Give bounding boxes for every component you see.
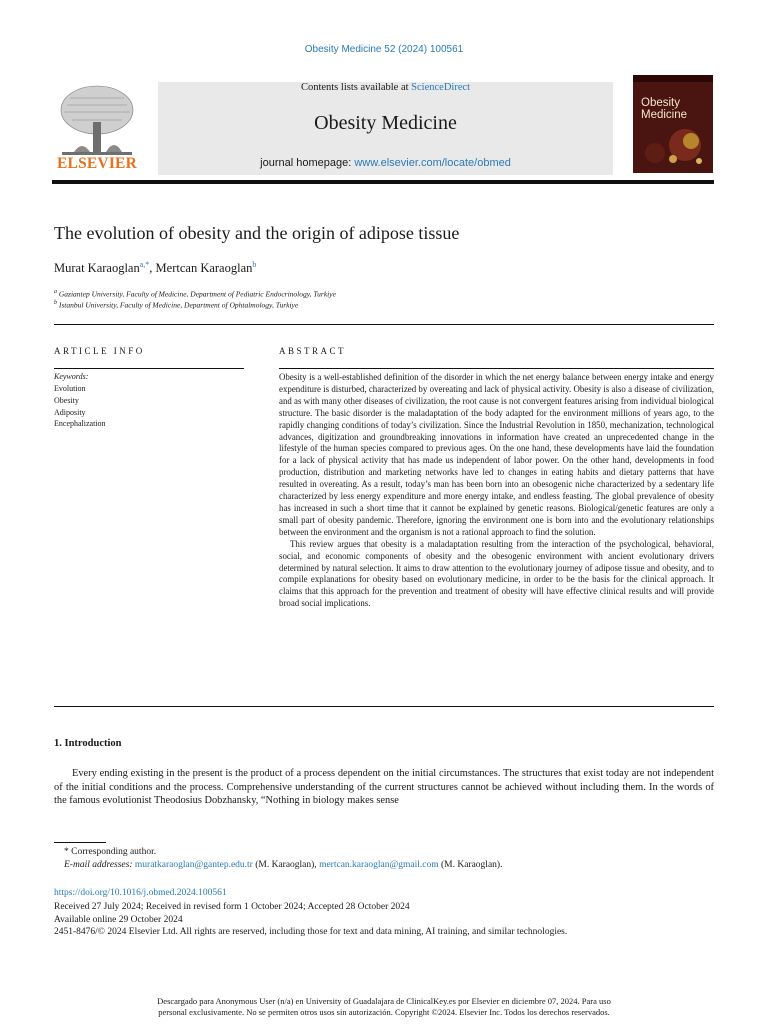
affiliation-mark: b xyxy=(54,300,57,306)
affiliation-marker[interactable]: a,* xyxy=(139,260,150,269)
cover-title-line1: Obesity xyxy=(641,97,680,109)
email-link[interactable]: mertcan.karaoglan@gmail.com xyxy=(319,860,439,870)
footnote-rule xyxy=(54,842,106,843)
cover-artwork xyxy=(633,123,713,173)
contents-line xyxy=(158,82,613,93)
email-link[interactable]: muratkaraoglan@gantep.edu.tr xyxy=(134,860,253,870)
affiliation-b xyxy=(54,300,298,310)
email-label: E-mail addresses: xyxy=(64,860,133,870)
cover-title xyxy=(641,97,687,121)
keyword: Encephalization xyxy=(54,419,106,429)
journal-reference-link[interactable]: Obesity Medicine 52 (2024) 100561 xyxy=(304,44,464,55)
affiliation-a xyxy=(54,289,336,299)
homepage-line xyxy=(158,157,613,169)
abstract-paragraph: Obesity is a well-established definition of the disorder in which the net energy balance between energy intake and energy expenditure is disturbed, characterized by overeating and lack of physical activity. Obesity is also a disease of civilization, and as with many other diseases of civilization, the root cause is not convergent features arising from individual biological structure. The basic disorder is the maladaptation of the body adapted for the environment millions of years ago, to the rapidly changing conditions of today’s civilization. Since the Industrial Revolution in 1850, mechanization, technological advances, digitization and groundbreaking innovations in information have created an unprecedented change in the lifestyle of the human species compared to previous ages. On the one hand, these developments have laid the foundation for a lack of physical activity that has made us independent of labor power. On the other hand, developments in food production, distribution and marketing networks have led to changes in eating habits and dietary patterns that have resulted in overeating. As a result, today’s man has been born into an obesogenic niche characterized by a sedentary life characterized by less energy expenditure and more energy intake, and endless feasting. The global prevalence of obesity has increased in such a short time that it cannot be explained by genetic reasons. Biological/genetic features are only a small part of obesity pandemic. Therefore, ignoring the environment one is born into and the evolutionary relationships between the environment and the organism is not a rational approach to find the solution. xyxy=(279,372,714,537)
article-info-heading: ARTICLE INFO xyxy=(54,346,145,356)
author-name: Murat Karaoglan xyxy=(54,261,140,276)
abstract-body xyxy=(279,372,714,610)
cover-title-line2: Medicine xyxy=(641,109,688,121)
author-list xyxy=(54,260,256,276)
keyword: Adiposity xyxy=(54,407,86,417)
abstract-heading: ABSTRACT xyxy=(279,346,347,356)
sciencedirect-link[interactable]: ScienceDirect xyxy=(411,82,471,93)
homepage-prefix: journal homepage: xyxy=(260,157,355,169)
section-rule xyxy=(54,324,714,325)
download-notice xyxy=(0,996,768,1018)
affiliation-marker[interactable]: b xyxy=(252,260,257,269)
abstract-paragraph: This review argues that obesity is a maladaptation resulting from the interaction of the psychological, behavioral, social, and economic components of obesity and the obesogenic environment with ancient evolutionary drivers determined by natural selection. It aims to draw attention to the evolutionary journey of adipose tissue and obesity, and to compile explanations for obesity based on evolutionary medicine, in order to be the basis for the clinical approach. It claims that this approach for the prevention and treatment of obesity will have effective clinical results and will provide broad social implications. xyxy=(279,538,714,609)
email-owner: (M. Karaoglan). xyxy=(438,860,503,870)
section-heading: 1. Introduction xyxy=(54,738,122,749)
email-addresses xyxy=(64,860,502,870)
elsevier-wordmark: ELSEVIER xyxy=(57,155,137,172)
section-rule xyxy=(54,706,714,707)
keywords-label: Keywords: xyxy=(54,372,89,381)
copyright-line: 2451-8476/© 2024 Elsevier Ltd. All rights are reserved, including those for text and data mining, AI training, and similar technologies. xyxy=(54,927,568,937)
journal-cover xyxy=(633,75,713,173)
email-owner: (M. Karaoglan), xyxy=(252,860,320,870)
body-paragraph xyxy=(54,767,714,808)
contents-prefix: Contents lists available at xyxy=(300,82,412,93)
journal-homepage-link[interactable]: www.elsevier.com/locate/obmed xyxy=(354,157,511,169)
doi-link[interactable]: https://doi.org/10.1016/j.obmed.2024.100561 xyxy=(54,888,227,898)
download-notice-line: Descargado para Anonymous User (n/a) en University of Guadalajara de ClinicalKey.es por Elsevier en diciembre 07, 2024. Para uso xyxy=(157,996,611,1006)
keyword: Obesity xyxy=(54,395,79,405)
keyword-list xyxy=(54,383,106,430)
affiliation-text: Istanbul University, Faculty of Medicine, Department of Ophtalmology, Turkiye xyxy=(58,300,299,310)
intro-paragraph: Every ending existing in the present is the product of a process dependent on the initial circumstances. The structures that exist today are not independent of the initial conditions and the process. Comprehensive understanding of the current structures cannot be achieved without including them. In the words of the famous evolutionist Theodosius Dobzhansky, “Nothing in biology makes sense xyxy=(54,768,714,807)
paper-title: The evolution of obesity and the origin of adipose tissue xyxy=(54,223,460,243)
affiliation-mark: a xyxy=(54,289,57,295)
keyword: Evolution xyxy=(54,384,86,393)
abstract-rule xyxy=(279,368,714,369)
author-name: Mertcan Karaoglan xyxy=(155,261,253,276)
article-info-rule xyxy=(54,368,244,369)
affiliation-text: Gaziantep University, Faculty of Medicine, Department of Pediatric Endocrinology, Turkiye xyxy=(58,289,336,299)
download-notice-line: personal exclusivamente. No se permiten otros usos sin autorización. Copyright ©2024. Elsevier Inc. Todos los derechos reservados. xyxy=(158,1007,610,1017)
journal-name: Obesity Medicine xyxy=(314,112,457,134)
header-rule xyxy=(52,180,714,184)
available-online-date: Available online 29 October 2024 xyxy=(54,915,183,925)
cover-band xyxy=(633,75,713,82)
received-dates: Received 27 July 2024; Received in revised form 1 October 2024; Accepted 28 October 2024 xyxy=(54,902,410,912)
corresponding-author-note: * Corresponding author. xyxy=(64,847,157,857)
author-separator: , xyxy=(149,261,156,276)
